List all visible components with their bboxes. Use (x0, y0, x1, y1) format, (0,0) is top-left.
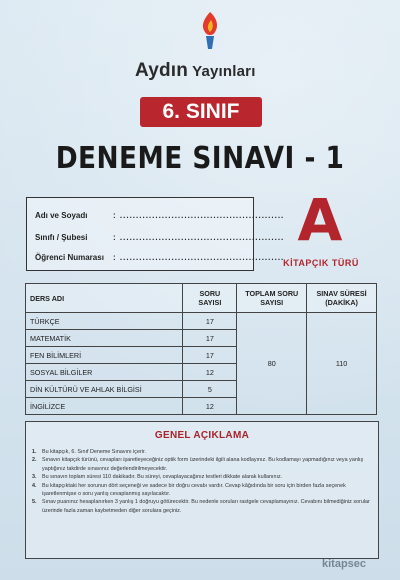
booklet-type-letter: A (297, 186, 343, 254)
header-question-count: SORU SAYISI (183, 284, 237, 313)
subject-count: 12 (183, 398, 237, 415)
table-header-row (26, 284, 377, 313)
general-title: GENEL AÇIKLAMA (154, 430, 250, 441)
list-item: 2. Sınavın kitapçık türünü, cevapları işaretleyeceğiniz optik form üzerindeki ilgili alana kodlayınız. Bu kodlamayı yapmadığınız veya yanlış yaptığınız takdirde sınavınız değerlendirilmeyecektir. (32, 457, 364, 472)
total-questions: 80 (237, 313, 307, 415)
header-subject: DERS ADI (26, 284, 183, 313)
header-total: TOPLAM SORU SAYISI (237, 284, 307, 313)
student-name-label: Adı ve Soyadı (35, 211, 88, 220)
table-row (26, 313, 377, 330)
brand-name (135, 60, 256, 82)
student-name-row (35, 211, 285, 220)
general-instructions (25, 421, 379, 559)
subject-table (25, 283, 377, 415)
subject-count: 12 (183, 364, 237, 381)
student-info-box (26, 197, 285, 271)
student-class-label: Sınıfı / Şubesi (35, 233, 88, 242)
subject-count: 17 (183, 313, 237, 330)
subject-name: DİN KÜLTÜRÜ VE AHLAK BİLGİSİ (26, 381, 183, 398)
watermark: kitapsec (322, 558, 367, 570)
student-number-label: Öğrenci Numarası (35, 253, 104, 262)
booklet-type-label: KİTAPÇIK TÜRÜ (283, 258, 359, 268)
student-number-row (35, 253, 285, 262)
student-name-field[interactable]: : ................................................... (113, 211, 285, 220)
list-item: 1. Bu kitapçık, 6. Sınıf Deneme Sınavını içerir. (32, 449, 146, 455)
header-duration: SINAV SÜRESİ (DAKİKA) (307, 284, 377, 313)
list-item: 5. Sınav puanınız hesaplanırken 3 yanlış 1 doğruyu götürecektir. Bu nedenle soruları rastgele cevaplamayınız. Cevabını bilmediğiniz sorular üzerinde fazla zaman kaybetmeden diğer sorulara geçiniz. (32, 499, 370, 514)
subject-count: 17 (183, 347, 237, 364)
exam-duration: 110 (307, 313, 377, 415)
student-class-row (35, 233, 285, 242)
list-item: 4. Bu kitapçıktaki her sorunun dört seçeneği ve sadece bir doğru cevabı vardır. Cevap kâğıdında bir soru için birden fazla seçenek işaretlenmişse o soru yanlış cevaplanmış sayılacaktır. (32, 482, 346, 498)
subject-name: FEN BİLİMLERİ (26, 347, 183, 364)
instruction-list (32, 448, 372, 515)
subject-count: 5 (183, 381, 237, 398)
publisher-logo (135, 10, 275, 85)
exam-title: DENEME SINAVI - 1 (55, 141, 345, 176)
subject-name: TÜRKÇE (26, 313, 183, 330)
student-number-field[interactable]: : ................................................... (113, 253, 285, 262)
torch-flame-icon (197, 10, 223, 50)
subject-name: İNGİLİZCE (26, 398, 183, 415)
grade-badge: 6. SINIF (140, 97, 262, 127)
subject-name: MATEMATİK (26, 330, 183, 347)
subject-name: SOSYAL BİLGİLER (26, 364, 183, 381)
student-class-field[interactable]: : ................................................... (113, 233, 285, 242)
subject-count: 17 (183, 330, 237, 347)
list-item: 3. Bu sınavın toplam süresi 110 dakikadır. Bu süreyi, cevaplayacağınız testleri dikkate alarak kullanınız. (32, 474, 283, 481)
brand-sub: Yayınları (192, 63, 256, 80)
brand-main: Aydın (135, 60, 189, 81)
